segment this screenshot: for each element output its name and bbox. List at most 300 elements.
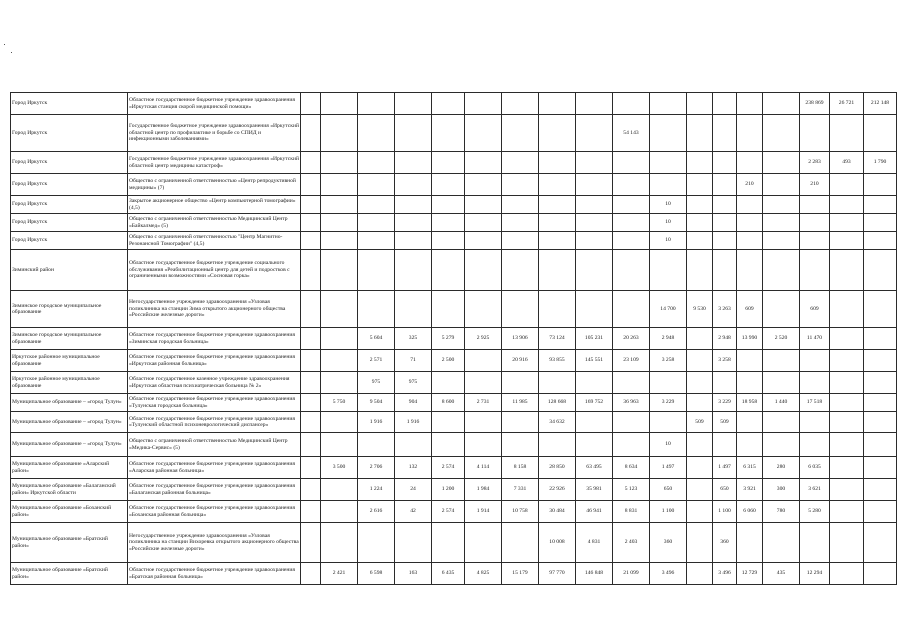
value-cell bbox=[737, 196, 763, 214]
value-cell bbox=[864, 563, 897, 585]
value-cell: 975 bbox=[358, 372, 395, 394]
organization-cell: Общество с ограниченной ответственностью «Центр репродуктивной медицины» (7) bbox=[128, 174, 301, 196]
value-cell bbox=[763, 174, 800, 196]
table-row bbox=[11, 479, 897, 501]
value-cell bbox=[502, 433, 539, 457]
value-cell: 97 770 bbox=[539, 563, 576, 585]
value-cell bbox=[321, 214, 358, 232]
spacer-cell bbox=[301, 372, 321, 394]
value-cell: 169 752 bbox=[576, 394, 613, 412]
value-cell: 2 500 bbox=[432, 350, 465, 372]
value-cell bbox=[539, 152, 576, 174]
municipality-cell: Иркутское районное муниципальное образование bbox=[11, 350, 128, 372]
value-cell: 5 123 bbox=[613, 479, 650, 501]
value-cell: 904 bbox=[395, 394, 432, 412]
value-cell bbox=[864, 457, 897, 479]
value-cell: 1 440 bbox=[763, 394, 800, 412]
value-cell bbox=[613, 250, 650, 291]
value-cell bbox=[864, 372, 897, 394]
value-cell bbox=[737, 250, 763, 291]
value-cell: 2 421 bbox=[321, 563, 358, 585]
value-cell bbox=[737, 115, 763, 152]
value-cell bbox=[465, 372, 502, 394]
value-cell: 2 616 bbox=[358, 501, 395, 523]
municipality-cell: Город Иркутск bbox=[11, 152, 128, 174]
value-cell bbox=[800, 250, 830, 291]
value-cell bbox=[737, 93, 763, 115]
value-cell bbox=[763, 93, 800, 115]
value-cell: 12 294 bbox=[800, 563, 830, 585]
value-cell bbox=[830, 328, 864, 350]
value-cell bbox=[800, 412, 830, 433]
value-cell bbox=[864, 115, 897, 152]
spacer-cell bbox=[301, 501, 321, 523]
value-cell: 780 bbox=[763, 501, 800, 523]
value-cell bbox=[763, 196, 800, 214]
value-cell bbox=[800, 433, 830, 457]
table-row bbox=[11, 501, 897, 523]
table-row bbox=[11, 196, 897, 214]
value-cell bbox=[358, 93, 395, 115]
value-cell bbox=[864, 174, 897, 196]
value-cell bbox=[432, 372, 465, 394]
value-cell bbox=[539, 372, 576, 394]
value-cell bbox=[502, 412, 539, 433]
value-cell: 509 bbox=[713, 412, 737, 433]
value-cell: 3 229 bbox=[650, 394, 687, 412]
value-cell bbox=[737, 372, 763, 394]
organization-cell: Государственное бюджетное учреждение здравоохранения «Иркутский областной центр медицины катастроф» bbox=[128, 152, 301, 174]
value-cell: 7 331 bbox=[502, 479, 539, 501]
value-cell bbox=[576, 214, 613, 232]
value-cell: 2 706 bbox=[358, 457, 395, 479]
value-cell bbox=[650, 174, 687, 196]
municipality-cell: Город Иркутск bbox=[11, 232, 128, 250]
value-cell bbox=[358, 196, 395, 214]
value-cell: 8 158 bbox=[502, 457, 539, 479]
value-cell: 4 114 bbox=[465, 457, 502, 479]
value-cell bbox=[321, 174, 358, 196]
value-cell bbox=[864, 328, 897, 350]
value-cell bbox=[737, 433, 763, 457]
value-cell bbox=[395, 232, 432, 250]
value-cell bbox=[864, 232, 897, 250]
value-cell: 2 574 bbox=[432, 457, 465, 479]
municipality-cell: Зиминский район bbox=[11, 250, 128, 291]
value-cell: 2 948 bbox=[713, 328, 737, 350]
value-cell bbox=[576, 232, 613, 250]
value-cell bbox=[713, 115, 737, 152]
table-row bbox=[11, 115, 897, 152]
value-cell bbox=[395, 214, 432, 232]
value-cell bbox=[465, 214, 502, 232]
organization-cell: Общество с ограниченной ответственностью Медицинский Центр «Медика-Сервис» (5) bbox=[128, 433, 301, 457]
value-cell: 35 981 bbox=[576, 479, 613, 501]
organization-cell: Областное государственное бюджетное учреждение социального обслуживания «Реабилитационный центр для детей и подростков с ограниченными возможностями «Сосновая горка» bbox=[128, 250, 301, 291]
value-cell bbox=[763, 523, 800, 563]
value-cell: 5 279 bbox=[432, 328, 465, 350]
value-cell bbox=[687, 196, 713, 214]
value-cell bbox=[321, 433, 358, 457]
value-cell bbox=[432, 174, 465, 196]
value-cell bbox=[465, 433, 502, 457]
value-cell bbox=[539, 214, 576, 232]
value-cell bbox=[864, 250, 897, 291]
value-cell bbox=[321, 115, 358, 152]
value-cell bbox=[864, 394, 897, 412]
value-cell bbox=[713, 214, 737, 232]
value-cell bbox=[395, 250, 432, 291]
value-cell bbox=[465, 350, 502, 372]
value-cell bbox=[395, 433, 432, 457]
value-cell bbox=[613, 214, 650, 232]
spacer-cell bbox=[301, 433, 321, 457]
value-cell bbox=[650, 372, 687, 394]
value-cell bbox=[830, 291, 864, 328]
organization-cell: Областное государственное бюджетное учреждение здравоохранения «Аларская районная больница» bbox=[128, 457, 301, 479]
value-cell bbox=[763, 291, 800, 328]
spacer-cell bbox=[301, 457, 321, 479]
organization-cell: Областное государственное бюджетное учреждение здравоохранения «Балаганская районная больница» bbox=[128, 479, 301, 501]
spacer-cell bbox=[301, 250, 321, 291]
value-cell bbox=[432, 291, 465, 328]
value-cell bbox=[358, 152, 395, 174]
value-cell bbox=[650, 412, 687, 433]
value-cell: 3 621 bbox=[800, 479, 830, 501]
value-cell bbox=[713, 372, 737, 394]
value-cell bbox=[613, 152, 650, 174]
value-cell bbox=[432, 250, 465, 291]
value-cell bbox=[830, 523, 864, 563]
spacer-cell bbox=[301, 412, 321, 433]
value-cell: 105 231 bbox=[576, 328, 613, 350]
value-cell bbox=[613, 291, 650, 328]
value-cell: 30 484 bbox=[539, 501, 576, 523]
value-cell bbox=[465, 412, 502, 433]
value-cell bbox=[864, 291, 897, 328]
value-cell bbox=[864, 523, 897, 563]
municipality-cell: Зиминское городское муниципальное образование bbox=[11, 291, 128, 328]
value-cell: 6 435 bbox=[432, 563, 465, 585]
value-cell: 6 315 bbox=[737, 457, 763, 479]
value-cell: 2 925 bbox=[465, 328, 502, 350]
value-cell bbox=[713, 250, 737, 291]
value-cell bbox=[395, 93, 432, 115]
value-cell bbox=[321, 350, 358, 372]
value-cell bbox=[576, 250, 613, 291]
value-cell bbox=[800, 372, 830, 394]
table-row bbox=[11, 232, 897, 250]
municipality-cell: Муниципальное образование «Балаганский район» Иркутской области bbox=[11, 479, 128, 501]
value-cell bbox=[763, 372, 800, 394]
value-cell bbox=[502, 232, 539, 250]
value-cell: 212 148 bbox=[864, 93, 897, 115]
value-cell bbox=[713, 174, 737, 196]
value-cell: 2 520 bbox=[763, 328, 800, 350]
value-cell bbox=[465, 196, 502, 214]
table-row bbox=[11, 523, 897, 563]
value-cell bbox=[687, 115, 713, 152]
value-cell: 2 403 bbox=[613, 523, 650, 563]
value-cell bbox=[432, 115, 465, 152]
spacer-cell bbox=[301, 232, 321, 250]
value-cell: 54 143 bbox=[613, 115, 650, 152]
value-cell bbox=[465, 291, 502, 328]
value-cell bbox=[576, 93, 613, 115]
value-cell bbox=[539, 433, 576, 457]
value-cell: 26 721 bbox=[830, 93, 864, 115]
value-cell: 1 916 bbox=[395, 412, 432, 433]
value-cell: 3 500 bbox=[321, 457, 358, 479]
value-cell: 13 906 bbox=[502, 328, 539, 350]
value-cell bbox=[321, 152, 358, 174]
value-cell: 163 bbox=[395, 563, 432, 585]
value-cell bbox=[321, 523, 358, 563]
value-cell bbox=[830, 232, 864, 250]
value-cell bbox=[800, 232, 830, 250]
value-cell bbox=[358, 523, 395, 563]
value-cell bbox=[502, 250, 539, 291]
value-cell: 3 921 bbox=[737, 479, 763, 501]
value-cell bbox=[650, 250, 687, 291]
organization-cell: Областное государственное бюджетное учреждение здравоохранения «Тулунский областной психоневрологический диспансер» bbox=[128, 412, 301, 433]
value-cell bbox=[613, 372, 650, 394]
organization-cell: Областное государственное бюджетное учреждение здравоохранения «Боханская районная больница» bbox=[128, 501, 301, 523]
value-cell: 20 916 bbox=[502, 350, 539, 372]
organization-cell: Областное государственное бюджетное учреждение здравоохранения «Иркутская районная больница» bbox=[128, 350, 301, 372]
value-cell: 360 bbox=[650, 523, 687, 563]
value-cell: 12 729 bbox=[737, 563, 763, 585]
value-cell bbox=[687, 372, 713, 394]
value-cell bbox=[687, 250, 713, 291]
value-cell bbox=[864, 196, 897, 214]
value-cell bbox=[539, 174, 576, 196]
report-table bbox=[10, 92, 897, 585]
table-row bbox=[11, 291, 897, 328]
value-cell bbox=[864, 501, 897, 523]
value-cell bbox=[800, 523, 830, 563]
value-cell: 46 941 bbox=[576, 501, 613, 523]
value-cell: 1 224 bbox=[358, 479, 395, 501]
value-cell: 1 100 bbox=[650, 501, 687, 523]
value-cell: 1 984 bbox=[465, 479, 502, 501]
value-cell bbox=[539, 196, 576, 214]
value-cell: 3 229 bbox=[713, 394, 737, 412]
spacer-cell bbox=[301, 394, 321, 412]
value-cell bbox=[395, 291, 432, 328]
value-cell: 14 700 bbox=[650, 291, 687, 328]
organization-cell: Областное государственное казенное учреждение здравоохранения «Иркутская областная психиатрическая больница № 2» bbox=[128, 372, 301, 394]
value-cell bbox=[432, 214, 465, 232]
municipality-cell: Муниципальное образование «Братский район» bbox=[11, 523, 128, 563]
value-cell bbox=[737, 232, 763, 250]
value-cell: 145 551 bbox=[576, 350, 613, 372]
value-cell bbox=[763, 214, 800, 232]
value-cell: 300 bbox=[763, 479, 800, 501]
table-row bbox=[11, 152, 897, 174]
table-row bbox=[11, 328, 897, 350]
value-cell: 4 831 bbox=[576, 523, 613, 563]
value-cell: 8 634 bbox=[613, 457, 650, 479]
value-cell: 93 855 bbox=[539, 350, 576, 372]
value-cell bbox=[687, 350, 713, 372]
value-cell bbox=[358, 232, 395, 250]
value-cell: 10 bbox=[650, 433, 687, 457]
value-cell bbox=[502, 372, 539, 394]
value-cell: 6 598 bbox=[358, 563, 395, 585]
spacer-cell bbox=[301, 350, 321, 372]
value-cell bbox=[613, 196, 650, 214]
value-cell bbox=[502, 115, 539, 152]
spacer-cell bbox=[301, 214, 321, 232]
value-cell bbox=[687, 93, 713, 115]
value-cell: 10 758 bbox=[502, 501, 539, 523]
municipality-cell: Иркутское районное муниципальное образование bbox=[11, 372, 128, 394]
value-cell bbox=[763, 232, 800, 250]
spacer-cell bbox=[301, 523, 321, 563]
value-cell bbox=[830, 501, 864, 523]
value-cell: 18 958 bbox=[737, 394, 763, 412]
value-cell: 10 008 bbox=[539, 523, 576, 563]
value-cell bbox=[395, 152, 432, 174]
value-cell bbox=[650, 115, 687, 152]
municipality-cell: Город Иркутск bbox=[11, 93, 128, 115]
value-cell: 3 258 bbox=[650, 350, 687, 372]
value-cell bbox=[737, 412, 763, 433]
value-cell bbox=[539, 250, 576, 291]
value-cell: 9 530 bbox=[687, 291, 713, 328]
value-cell bbox=[358, 433, 395, 457]
value-cell: 2 731 bbox=[465, 394, 502, 412]
value-cell bbox=[830, 412, 864, 433]
value-cell bbox=[432, 93, 465, 115]
organization-cell: Негосударственное учреждение здравоохранения «Узловая поликлиника на станции Вихоревка открытого акционерного общества «Российские железные дороги» bbox=[128, 523, 301, 563]
value-cell: 1 914 bbox=[465, 501, 502, 523]
value-cell: 23 109 bbox=[613, 350, 650, 372]
value-cell bbox=[321, 372, 358, 394]
value-cell: 5 280 bbox=[800, 501, 830, 523]
value-cell bbox=[830, 479, 864, 501]
value-cell bbox=[432, 433, 465, 457]
value-cell bbox=[830, 457, 864, 479]
value-cell bbox=[830, 433, 864, 457]
organization-cell: Закрытое акционерное общество «Центр компьютерной томографии» (4,5) bbox=[128, 196, 301, 214]
value-cell bbox=[321, 328, 358, 350]
value-cell: 650 bbox=[713, 479, 737, 501]
value-cell bbox=[650, 152, 687, 174]
value-cell: 3 496 bbox=[650, 563, 687, 585]
value-cell: 2 571 bbox=[358, 350, 395, 372]
value-cell bbox=[576, 372, 613, 394]
value-cell bbox=[763, 412, 800, 433]
value-cell: 17 518 bbox=[800, 394, 830, 412]
value-cell bbox=[321, 250, 358, 291]
value-cell bbox=[395, 174, 432, 196]
value-cell bbox=[713, 152, 737, 174]
value-cell bbox=[502, 196, 539, 214]
value-cell: 63 495 bbox=[576, 457, 613, 479]
value-cell bbox=[763, 433, 800, 457]
scan-speck bbox=[11, 52, 12, 53]
value-cell bbox=[800, 214, 830, 232]
municipality-cell: Город Иркутск bbox=[11, 214, 128, 232]
spacer-cell bbox=[301, 291, 321, 328]
value-cell: 6 035 bbox=[800, 457, 830, 479]
value-cell bbox=[687, 152, 713, 174]
value-cell: 13 990 bbox=[737, 328, 763, 350]
value-cell: 210 bbox=[737, 174, 763, 196]
value-cell bbox=[432, 232, 465, 250]
municipality-cell: Муниципальное образование «Аларский район» bbox=[11, 457, 128, 479]
municipality-cell: Город Иркутск bbox=[11, 115, 128, 152]
value-cell: 1 100 bbox=[713, 501, 737, 523]
value-cell bbox=[358, 174, 395, 196]
value-cell: 360 bbox=[713, 523, 737, 563]
value-cell bbox=[502, 152, 539, 174]
municipality-cell: Муниципальное образование – «город Тулун» bbox=[11, 412, 128, 433]
value-cell bbox=[576, 291, 613, 328]
value-cell: 8 600 bbox=[432, 394, 465, 412]
value-cell: 128 668 bbox=[539, 394, 576, 412]
value-cell bbox=[321, 196, 358, 214]
value-cell bbox=[576, 174, 613, 196]
value-cell bbox=[576, 152, 613, 174]
value-cell bbox=[830, 563, 864, 585]
value-cell bbox=[737, 523, 763, 563]
value-cell: 11 470 bbox=[800, 328, 830, 350]
spacer-cell bbox=[301, 328, 321, 350]
table-row bbox=[11, 214, 897, 232]
value-cell bbox=[358, 115, 395, 152]
spacer-cell bbox=[301, 479, 321, 501]
spacer-cell bbox=[301, 115, 321, 152]
value-cell bbox=[465, 174, 502, 196]
table-row bbox=[11, 457, 897, 479]
scan-speck bbox=[4, 44, 5, 45]
value-cell: 146 848 bbox=[576, 563, 613, 585]
value-cell: 3 496 bbox=[713, 563, 737, 585]
spacer-cell bbox=[301, 196, 321, 214]
value-cell bbox=[687, 232, 713, 250]
value-cell bbox=[687, 501, 713, 523]
value-cell: 11 985 bbox=[502, 394, 539, 412]
value-cell: 2 574 bbox=[432, 501, 465, 523]
value-cell bbox=[713, 232, 737, 250]
table-row bbox=[11, 350, 897, 372]
value-cell bbox=[830, 214, 864, 232]
value-cell: 8 831 bbox=[613, 501, 650, 523]
value-cell bbox=[687, 433, 713, 457]
value-cell: 2 283 bbox=[800, 152, 830, 174]
organization-cell: Общество с ограниченной ответственностью "Центр Магнитно-Резонансной Томографии" (4,5) bbox=[128, 232, 301, 250]
value-cell bbox=[713, 93, 737, 115]
value-cell bbox=[763, 115, 800, 152]
value-cell: 2 948 bbox=[650, 328, 687, 350]
value-cell bbox=[395, 115, 432, 152]
value-cell: 22 926 bbox=[539, 479, 576, 501]
value-cell: 5 604 bbox=[358, 328, 395, 350]
value-cell bbox=[737, 214, 763, 232]
value-cell: 28 850 bbox=[539, 457, 576, 479]
value-cell: 20 263 bbox=[613, 328, 650, 350]
value-cell bbox=[539, 93, 576, 115]
value-cell bbox=[800, 196, 830, 214]
value-cell bbox=[576, 115, 613, 152]
value-cell bbox=[763, 152, 800, 174]
value-cell bbox=[502, 291, 539, 328]
value-cell: 1 497 bbox=[713, 457, 737, 479]
organization-cell: Негосударственное учреждение здравоохранения «Узловая поликлиника на станции Зима открытого акционерного общества «Российские железные дороги» bbox=[128, 291, 301, 328]
